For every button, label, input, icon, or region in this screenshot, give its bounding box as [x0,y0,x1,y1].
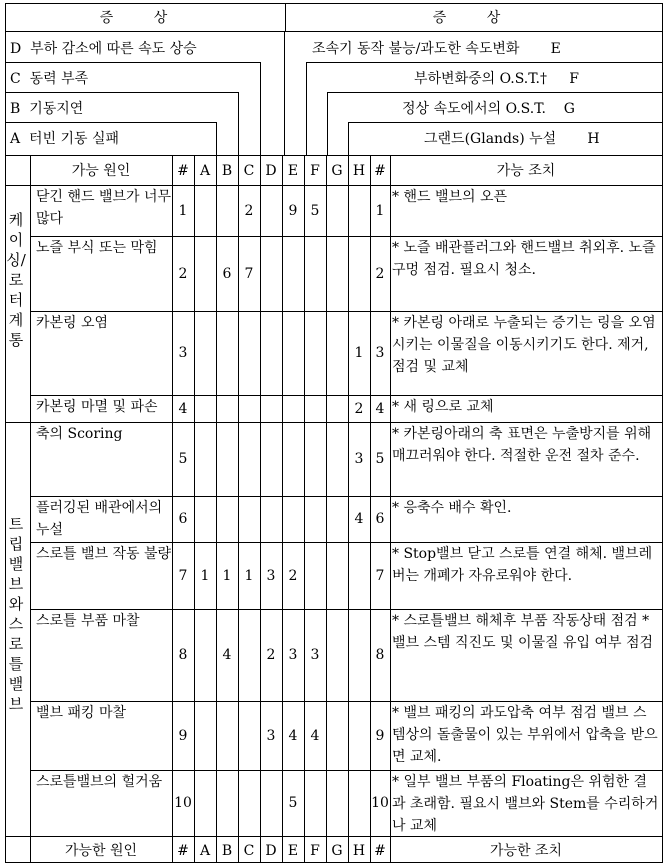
symptom-c: C 동력 부족 [10,71,89,87]
cause-cell: 축의 Scoring [36,426,123,442]
footer-d: D [265,843,277,859]
row-number-right: 1 [375,202,385,219]
row-number: 7 [178,567,188,584]
severity-f: 5 [310,202,320,219]
col-a-header: A [199,163,211,179]
grid-line [5,155,662,156]
column-line [194,155,195,862]
severity-h: 2 [354,400,364,417]
grid-line [5,836,662,837]
action-cell: * Stop밸브 닫고 스로틀 연결 해체. 밸브레버는 개폐가 자유로워야 한다. [392,546,653,584]
cause-cell: 밸브 패킹 마찰 [36,705,127,721]
symptom-header-left: 증 상 [99,10,186,26]
severity-f: 3 [310,647,320,663]
grid-line [327,92,662,93]
col-b-header: B [221,163,233,179]
footer-num: # [177,843,189,859]
row-line [30,542,662,543]
column-line [260,155,261,862]
row-line [30,496,662,497]
cause-cell: 스로틀 부품 마찰 [36,613,140,629]
symptom-h: 그랜드(Glands) 누설 H [424,131,600,147]
column-line [304,155,305,862]
symptom-header-right: 증 상 [432,10,519,26]
symptom-b: B 기동지연 [10,101,84,117]
border-left [5,3,6,863]
column-line [172,155,173,862]
row-number-right: 10 [371,795,389,811]
severity-e: 2 [288,567,298,584]
grid-line [348,122,349,156]
column-line [30,155,31,862]
footer-e: E [287,843,299,859]
severity-c: 7 [244,265,254,282]
cause-cell: 닫긴 핸드 밸브가 너무 많다 [36,189,172,227]
symptom-f: 부하변화중의 O.S.T.† F [414,71,579,87]
border-bottom [5,862,663,863]
col-f-header: F [310,163,320,179]
row-line [30,395,662,396]
column-line [348,155,349,862]
severity-d: 2 [266,647,276,663]
row-number-right: 7 [375,567,385,584]
symptom-e: 조속기 동작 불능/과도한 속도변화 E [312,41,561,57]
severity-b: 1 [222,567,232,584]
row-number: 6 [178,511,188,527]
border-top [5,3,663,4]
column-line [326,155,327,862]
grid-line [306,62,662,63]
action-cell: * 일부 밸브 부품의 Floating은 위험한 결과 초래함. 필요시 밸브와 Stem를 수리하거나 교체 [392,774,659,834]
row-number: 10 [174,795,192,811]
severity-d: 3 [266,727,276,744]
action-cell: * 카본링 아래로 누출되는 증기는 링을 오염시키는 이물질을 이동시키기도 한다. 제거, 점검 및 교체 [392,315,656,375]
col-d-header: D [265,163,277,179]
column-line [238,155,239,862]
border-right [662,3,663,863]
col-c-header: C [243,163,255,179]
grid-line [5,185,662,186]
footer-cause: 가능한 원인 [64,843,138,859]
severity-h: 3 [354,451,364,467]
severity-c: 2 [244,202,254,219]
cause-cell: 노즐 부식 또는 막힘 [36,240,158,256]
row-number: 5 [178,451,188,467]
symptom-d: D 부하 감소에 따른 속도 상승 [10,41,197,57]
row-number: 4 [178,400,188,417]
row-line [30,422,662,423]
severity-e: 3 [288,647,298,663]
col-action-header: 가능 조치 [496,163,556,179]
col-h-header: H [352,163,366,179]
grid-line [284,31,285,156]
severity-h: 4 [354,511,364,527]
grid-line [5,62,260,63]
header-divider [285,3,286,31]
row-number: 9 [178,727,188,744]
column-line [390,155,391,862]
action-cell: * 새 링으로 교체 [392,399,494,415]
cause-cell: 스로틀 밸브 작동 불량 [36,546,172,562]
footer-h: H [352,843,366,859]
group-casing-rotor: 케이싱/로터계통 [6,211,26,349]
group-divider [5,422,30,423]
action-cell: * 카본링아래의 축 표면은 누출방지를 위해 매끄러워야 한다. 적절한 운전 절차 준수. [392,426,652,464]
row-number: 8 [178,647,188,663]
col-num-header: # [177,163,189,179]
column-line [370,155,371,862]
footer-c: C [243,843,255,859]
severity-b: 4 [222,647,232,663]
row-number-right: 4 [375,400,385,417]
severity-c: 1 [244,567,254,584]
column-line [216,155,217,862]
row-number-right: 6 [375,511,385,527]
row-number-right: 5 [375,451,385,467]
severity-a: 1 [200,567,210,584]
action-cell: * 스로틀밸브 해체후 부품 작동상태 점검 * 밸브 스템 직진도 및 이물질 유입 여부 점검 [392,613,654,651]
col-e-header: E [287,163,299,179]
grid-line [260,62,261,156]
footer-f: F [310,843,320,859]
action-cell: * 노즐 배관플러그와 핸드밸브 취외후. 노즐 구멍 점검. 필요시 청소. [392,240,656,278]
col-num2-header: # [374,163,386,179]
row-number: 1 [178,202,188,219]
action-cell: * 응축수 배수 확인. [392,500,512,516]
row-number-right: 2 [375,265,385,282]
severity-f: 4 [310,727,320,744]
row-number: 3 [178,345,188,361]
action-cell: * 핸드 밸브의 오픈 [392,189,508,205]
cause-cell: 스로틀밸브의 헐거움 [36,774,163,790]
grid-line [5,92,238,93]
row-number-right: 8 [375,647,385,663]
grid-line [348,122,662,123]
symptom-g: 정상 속도에서의 O.S.T. G [402,101,575,117]
cause-cell: 플러깅된 배관에서의 누설 [36,500,163,538]
cause-cell: 카본링 마멸 및 파손 [36,399,158,415]
col-cause-header: 가능 원인 [71,163,131,179]
footer-g: G [331,843,343,859]
footer-b: B [221,843,233,859]
symptom-a: A 터빈 기동 실패 [10,131,120,147]
severity-e: 5 [288,795,298,811]
severity-d: 3 [266,567,276,584]
footer-action: 가능한 조치 [489,843,563,859]
grid-line [5,122,216,123]
row-number-right: 3 [375,345,385,361]
severity-b: 6 [222,265,232,282]
action-cell: * 밸브 패킹의 과도압축 여부 점검 밸브 스템상의 돌출물이 있는 부위에서 압축을 받으면 교체. [392,705,658,765]
column-line [282,155,283,862]
col-g-header: G [331,163,343,179]
severity-h: 1 [354,345,364,361]
group-trip-throttle: 트립밸브와스로틀밸브 [8,515,24,713]
footer-num2: # [374,843,386,859]
grid-line [306,62,307,156]
grid-line [216,122,217,156]
grid-line [5,31,662,32]
row-line [30,311,662,312]
severity-e: 4 [288,727,298,744]
grid-line [238,92,239,156]
cause-cell: 카본링 오염 [36,315,109,331]
row-number: 2 [178,265,188,282]
row-number-right: 9 [375,727,385,744]
footer-a: A [199,843,211,859]
row-line [30,236,662,237]
grid-line [327,92,328,156]
row-line [30,701,662,702]
row-line [30,770,662,771]
row-line [30,609,662,610]
severity-e: 9 [288,202,298,219]
